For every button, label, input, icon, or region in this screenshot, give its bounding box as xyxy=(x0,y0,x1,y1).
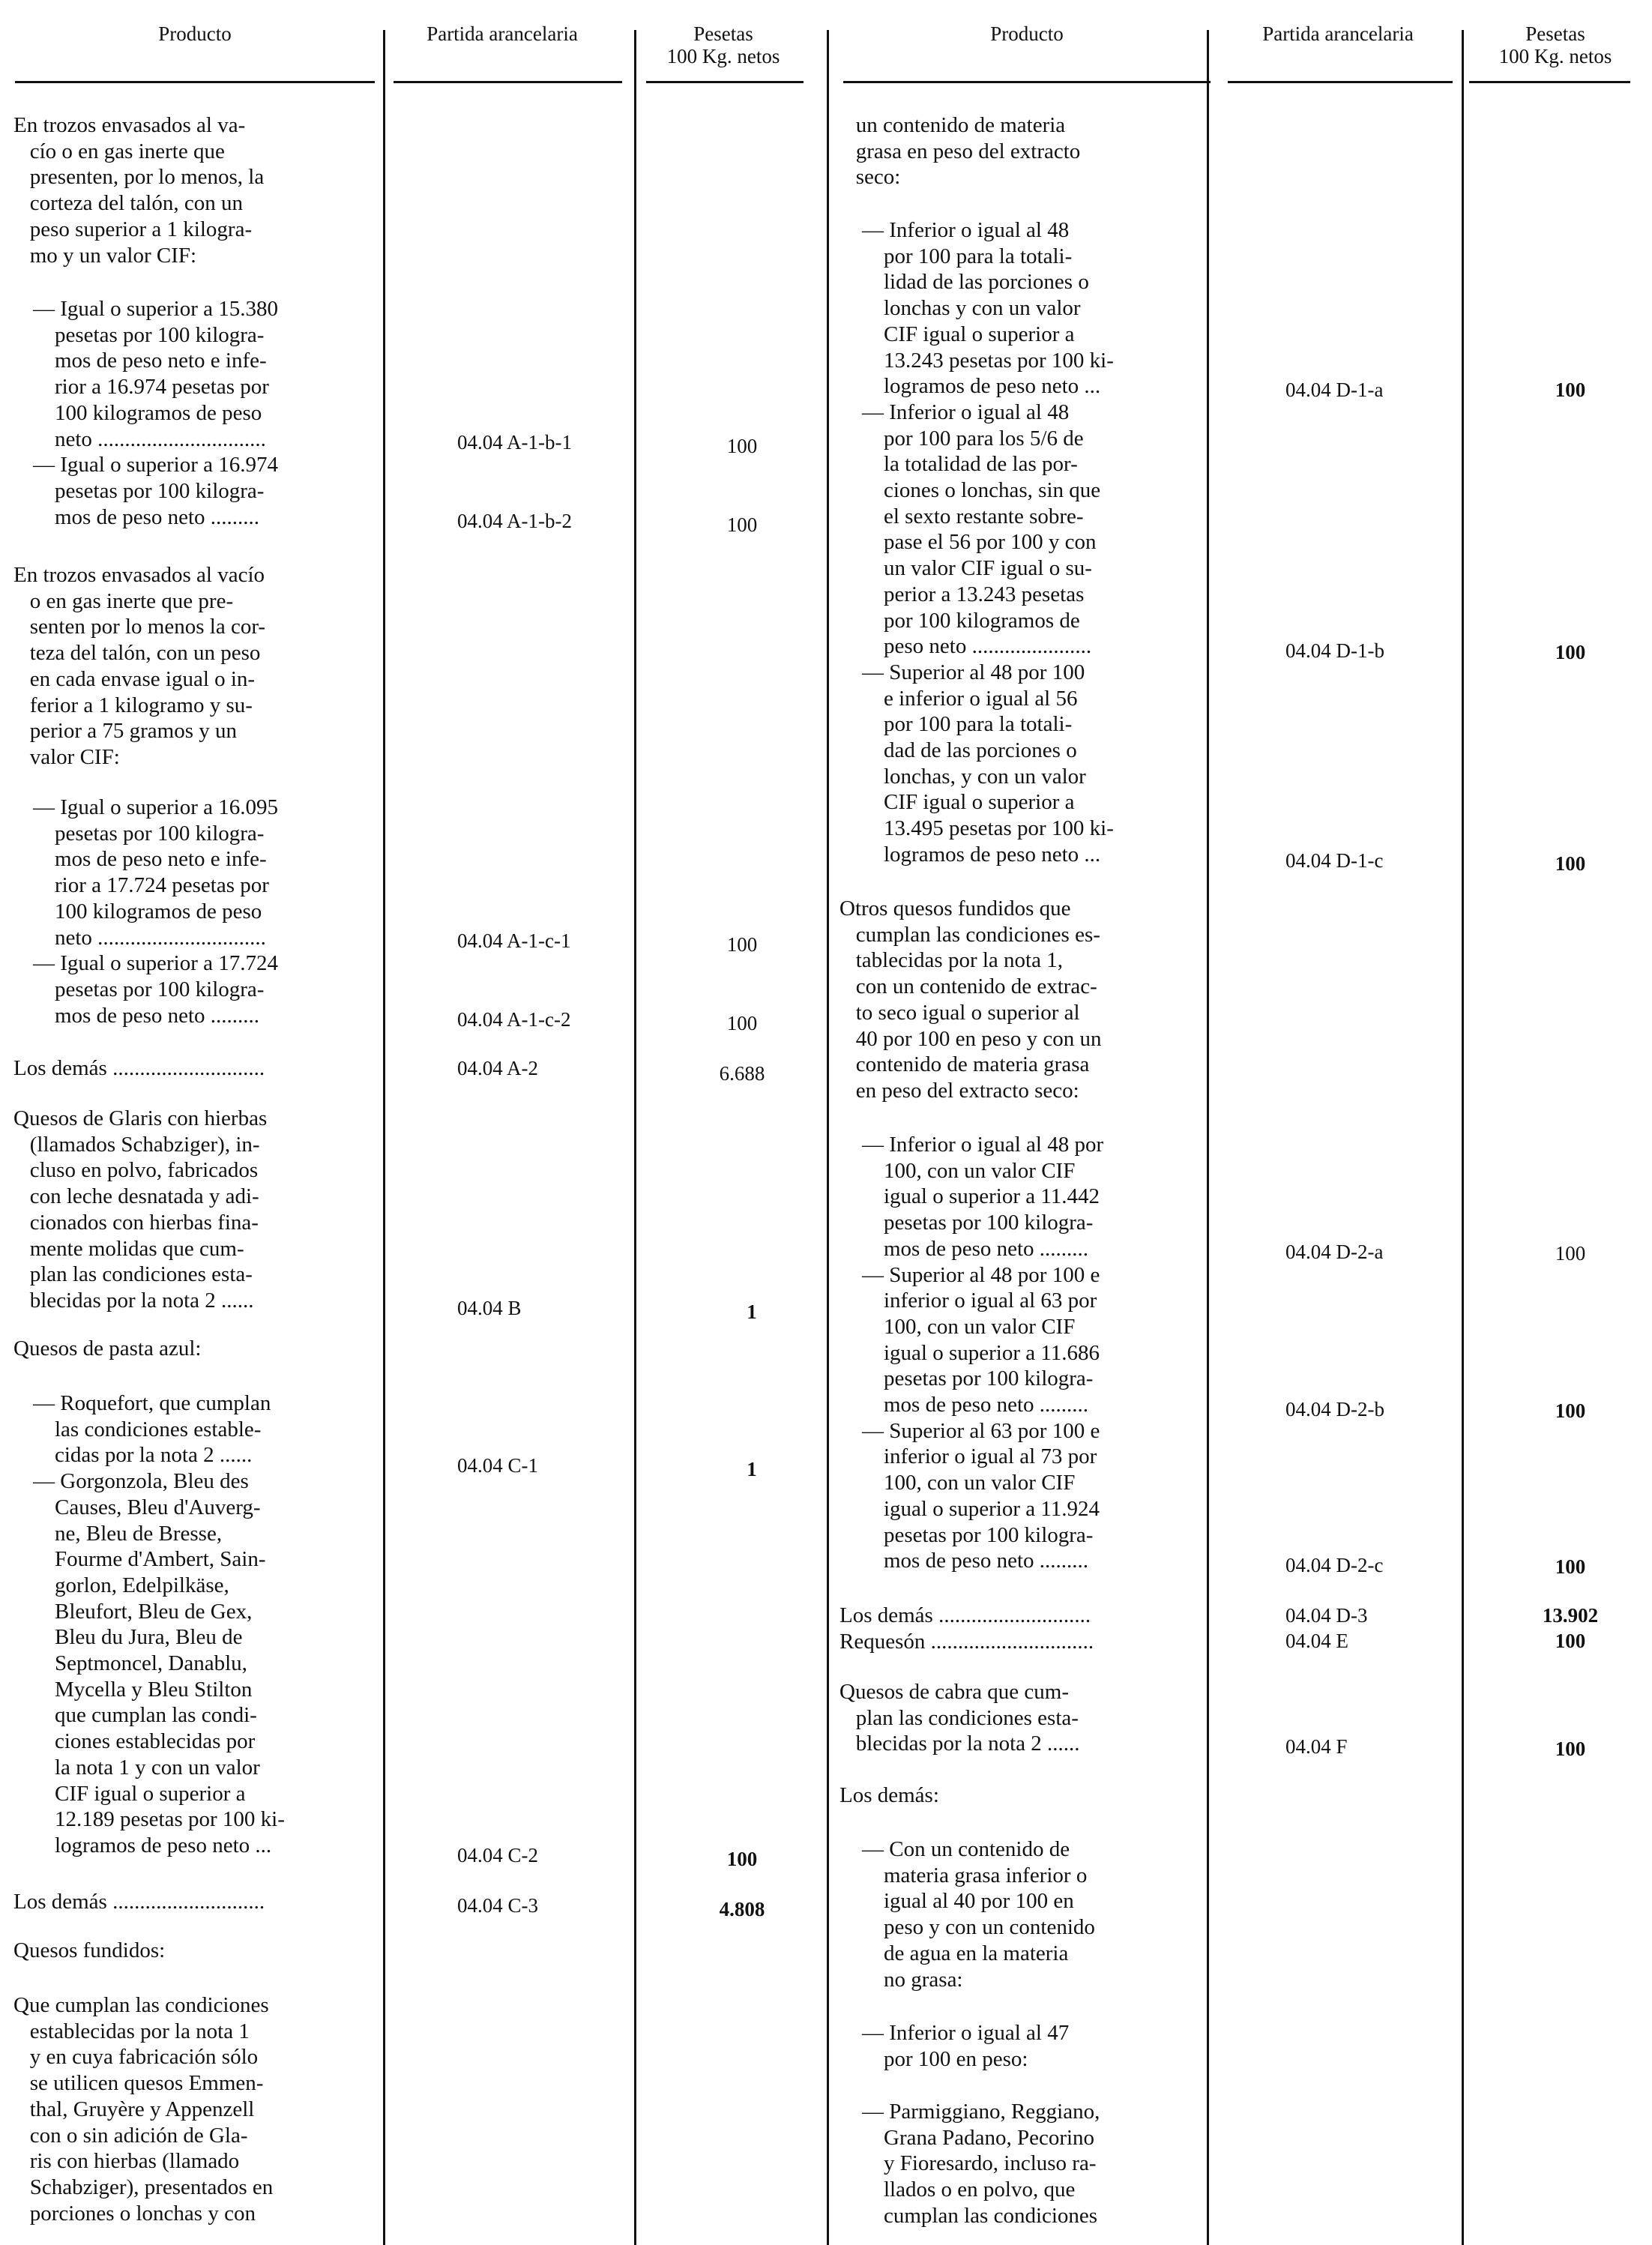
header-pesetas-line2: 100 Kg. netos xyxy=(666,45,780,67)
header-pesetas-left xyxy=(641,22,806,67)
product-entry: En trozos envasados al vacío o en gas inerte que pre- senten por lo menos la cor- teza del talón, con un peso en cada envase igual o in- ferior a 1 kilogramo y su- perior a 75 gramos y un valor CIF: xyxy=(13,563,266,769)
tariff-code: 04.04 C-1 xyxy=(457,1454,538,1477)
duty-value: 100 xyxy=(726,1848,758,1870)
header-rule xyxy=(1469,81,1630,83)
product-entry: — Inferior o igual al 48 por 100, con un valor CIF igual o superior a 11.442 pesetas por 100 kilogra- mos de peso neto ......... — Superior al 48 por 100 e inferior o igual al 63 por 100, con un valor CIF igual o superior a 11.686 pesetas por 100 kilogra- mos de peso neto ......... — Superior al 63 por 100 e inferior o igual al 73 por 100, con un valor CIF igual o superior a 11.924 pesetas por 100 kilogra- mos de peso neto ......... xyxy=(862,1133,1104,1573)
duty-value: 100 xyxy=(1555,1555,1586,1578)
tariff-code: 04.04 D-3 xyxy=(1285,1604,1368,1627)
header-partida-left: Partida arancelaria xyxy=(426,22,578,45)
duty-value: 100 xyxy=(1555,1399,1586,1422)
duty-value: 100 xyxy=(1555,1738,1586,1760)
duty-value: 6.688 xyxy=(719,1062,765,1085)
header-rule xyxy=(646,81,804,83)
tariff-code: 04.04 D-1-c xyxy=(1285,849,1384,872)
column-divider xyxy=(383,30,385,2245)
duty-value: 100 xyxy=(1555,1242,1586,1265)
tariff-code: 04.04 D-2-a xyxy=(1285,1241,1384,1263)
product-entry: Los demás ............................ xyxy=(13,1890,265,1914)
header-pesetas-line1: Pesetas xyxy=(693,22,753,45)
header-pesetas-line1: Pesetas xyxy=(1525,22,1585,45)
product-entry: Quesos de pasta azul: xyxy=(13,1337,202,1360)
tariff-code: 04.04 C-3 xyxy=(457,1894,538,1917)
tariff-code: 04.04 A-1-b-1 xyxy=(457,431,572,453)
duty-value: 100 xyxy=(726,933,758,956)
tariff-code: 04.04 D-2-b xyxy=(1285,1398,1384,1420)
duty-value: 100 xyxy=(1555,1630,1586,1652)
product-entry: Otros quesos fundidos que cumplan las condiciones es- tablecidas por la nota 1, con un contenido de extrac- to seco igual o superior al 40 por 100 en peso y con un contenido de materia grasa en peso del extracto seco: xyxy=(839,897,1102,1103)
product-entry: — Inferior o igual al 47 por 100 en peso: xyxy=(862,2021,1070,2071)
duty-value: 1 xyxy=(747,1301,757,1323)
tariff-code: 04.04 D-1-b xyxy=(1285,639,1384,662)
header-rule xyxy=(394,81,622,83)
product-entry: Quesos de Glaris con hierbas (llamados Schabziger), in- cluso en polvo, fabricados con leche desnatada y adi- cionados con hierbas fina- mente molidas que cum- plan las condiciones esta- blecidas por la nota 2 ...... xyxy=(13,1106,268,1313)
product-entry: Quesos fundidos: xyxy=(13,1938,166,1962)
tariff-code: 04.04 A-1-b-2 xyxy=(457,510,572,532)
duty-value: 100 xyxy=(1555,852,1586,875)
header-pesetas-line2: 100 Kg. netos xyxy=(1498,45,1612,67)
column-divider xyxy=(1462,30,1464,2245)
product-entry: En trozos envasados al va- cío o en gas inerte que presenten, por lo menos, la corteza del talón, con un peso superior a 1 kilogra- mo y un valor CIF: xyxy=(13,113,265,268)
header-product-left: Producto xyxy=(158,22,232,45)
header-partida-right: Partida arancelaria xyxy=(1262,22,1414,45)
tariff-code: 04.04 D-1-a xyxy=(1285,379,1384,401)
header-rule xyxy=(1228,81,1453,83)
product-entry: Que cumplan las condiciones establecidas por la nota 1 y en cuya fabricación sólo se utilicen quesos Emmen- thal, Gruyère y Appenzell con o sin adición de Gla- ris con hierbas (llamado Schabziger), presentados en porciones o lonchas y con xyxy=(13,1993,274,2226)
duty-value: 100 xyxy=(726,1012,758,1034)
product-entry: — Inferior o igual al 48 por 100 para la totali- lidad de las porciones o lonchas y con un valor CIF igual o superior a 13.243 pesetas por 100 ki- logramos de peso neto ... — Inferior o igual al 48 por 100 para los 5/6 de la totalidad de las por- ciones o lonchas, sin que el sexto restante sobre- pase el 56 por 100 y con un valor CIF igual o su- perior a 13.243 pesetas por 100 kilogramos de peso neto ...................... — Superior al 48 por 100 e inferior o igual al 56 por 100 para la totali- dad de las porciones o lonchas, y con un valor CIF igual o superior a 13.495 pesetas por 100 ki- logramos de peso neto ... xyxy=(862,218,1114,867)
column-divider xyxy=(827,30,829,2245)
header-product-right: Producto xyxy=(990,22,1064,45)
duty-value: 100 xyxy=(726,513,758,536)
product-entry: Los demás: xyxy=(839,1783,939,1807)
tariff-code: 04.04 A-1-c-2 xyxy=(457,1008,571,1031)
product-entry: — Con un contenido de materia grasa inferior o igual al 40 por 100 en peso y con un contenido de agua en la materia no grasa: xyxy=(862,1837,1095,1992)
product-entry: Quesos de cabra que cum- plan las condiciones esta- blecidas por la nota 2 ...... xyxy=(839,1680,1080,1756)
duty-value: 13.902 xyxy=(1542,1604,1599,1627)
product-entry: Los demás ............................ Requesón .............................. xyxy=(839,1603,1094,1654)
header-rule xyxy=(15,81,375,83)
duty-value: 1 xyxy=(747,1458,757,1480)
duty-value: 100 xyxy=(1555,641,1586,663)
product-entry: — Igual o superior a 15.380 pesetas por 100 kilogra- mos de peso neto e infe- rior a 16.974 pesetas por 100 kilogramos de peso neto ............................... — Igual o superior a 16.974 pesetas por 100 kilogra- mos de peso neto ......... xyxy=(33,297,278,529)
product-entry: Los demás ............................ xyxy=(13,1056,265,1080)
duty-value: 100 xyxy=(726,435,758,457)
column-divider xyxy=(1207,30,1209,2245)
product-entry: — Igual o superior a 16.095 pesetas por 100 kilogra- mos de peso neto e infe- rior a 17.724 pesetas por 100 kilogramos de peso neto ............................... — Igual o superior a 17.724 pesetas por 100 kilogra- mos de peso neto ......... xyxy=(33,795,278,1028)
tariff-code: 04.04 B xyxy=(457,1297,522,1319)
product-entry: — Roquefort, que cumplan las condiciones estable- cidas por la nota 2 ...... — Gorgonzola, Bleu des Causes, Bleu d'Auverg- ne, Bleu de Bresse, Fourme d'Ambert, Sain- gorlon, Edelpilkäse, Bleufort, Bleu de Gex, Bleu du Jura, Bleu de Septmoncel, Danablu, Mycella y Bleu Stilton que cumplan las condi- ciones establecidas por la nota 1 y con un valor CIF igual o superior a 12.189 pesetas por 100 ki- logramos de peso neto ... xyxy=(33,1391,285,1857)
tariff-code: 04.04 D-2-c xyxy=(1285,1554,1384,1576)
tariff-code: 04.04 E xyxy=(1285,1630,1348,1652)
tariff-code: 04.04 F xyxy=(1285,1735,1348,1758)
tariff-code: 04.04 A-2 xyxy=(457,1057,538,1079)
column-divider xyxy=(634,30,636,2245)
duty-value: 4.808 xyxy=(719,1898,765,1920)
product-entry: — Parmiggiano, Reggiano, Grana Padano, Pecorino y Fioresardo, incluso ra- llados o en polvo, que cumplan las condiciones xyxy=(862,2100,1100,2228)
header-rule xyxy=(843,81,1211,83)
header-pesetas-right xyxy=(1469,22,1642,67)
tariff-code: 04.04 C-2 xyxy=(457,1844,538,1866)
duty-value: 100 xyxy=(1555,379,1586,401)
tariff-code: 04.04 A-1-c-1 xyxy=(457,929,571,952)
product-entry: un contenido de materia grasa en peso del extracto seco: xyxy=(855,113,1081,190)
